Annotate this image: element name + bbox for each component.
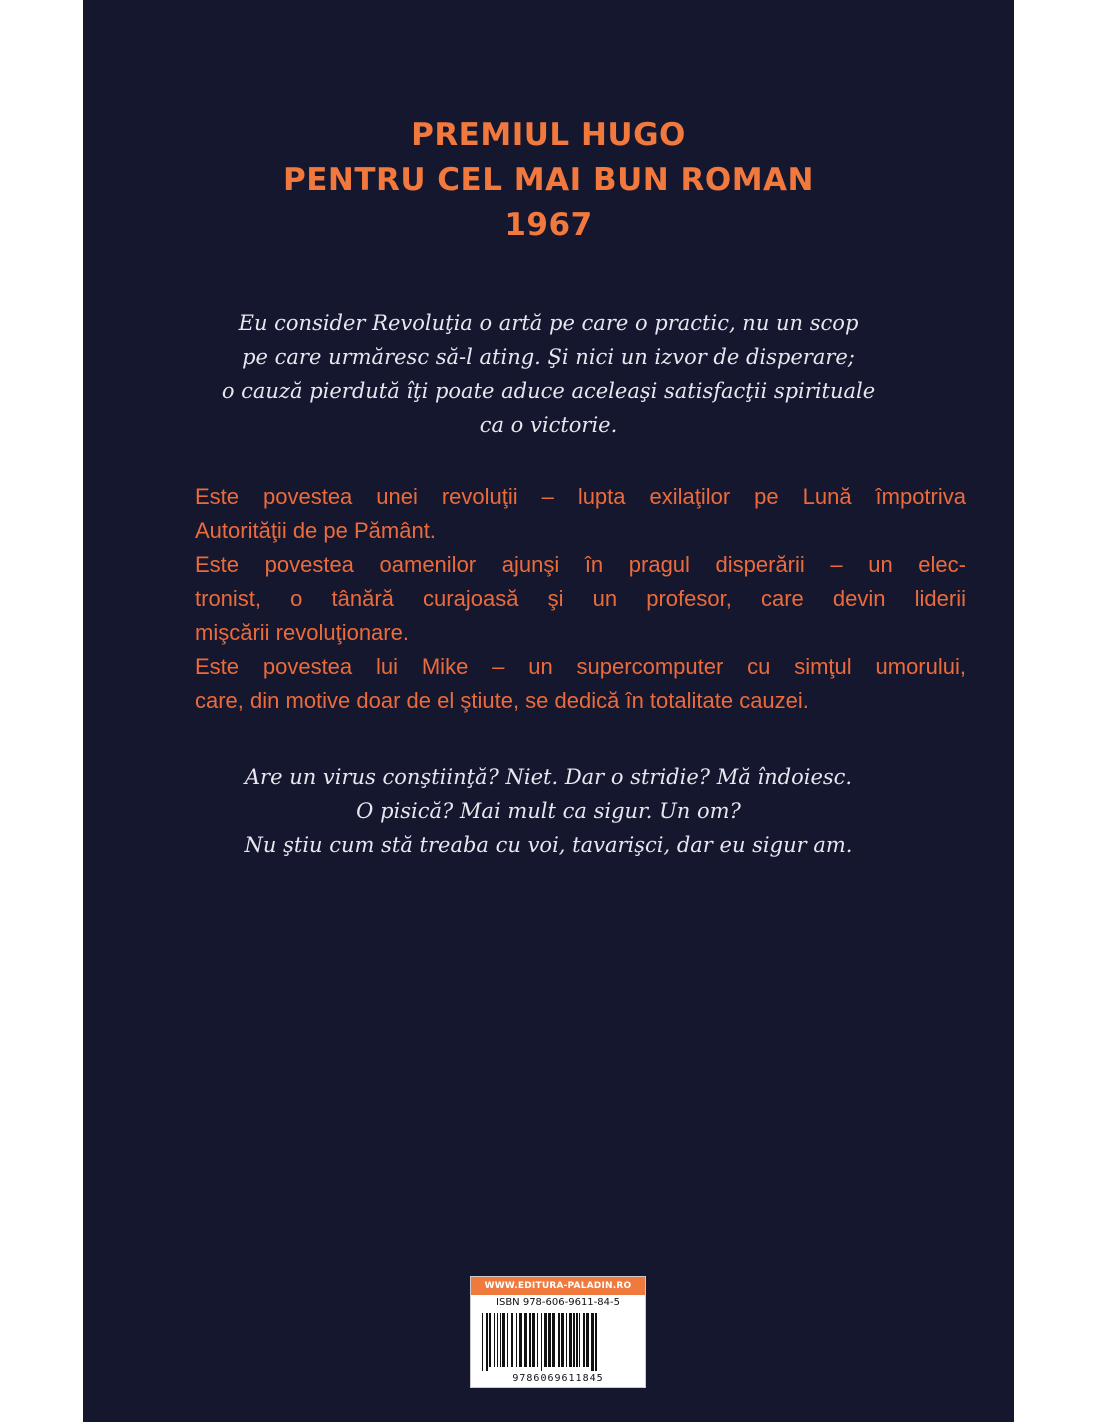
barcode-bar — [586, 1313, 589, 1367]
barcode-bar — [583, 1313, 585, 1367]
publisher-url: WWW.EDITURA-PALADIN.RO — [471, 1277, 645, 1295]
barcode-bar — [532, 1313, 535, 1367]
barcode-bar — [489, 1313, 491, 1367]
barcode-bar — [544, 1313, 547, 1367]
barcode-bar — [524, 1313, 527, 1367]
blurb-line: care, din motive doar de el ştiute, se dedică în totalitate cauzei. — [195, 688, 809, 713]
barcode-bar — [558, 1313, 560, 1367]
blurb-line: mişcării revoluţionare. — [195, 620, 409, 645]
barcode-bar — [494, 1313, 495, 1367]
barcode-bar — [482, 1313, 483, 1371]
barcode-bar — [529, 1313, 531, 1367]
barcode-bar — [502, 1313, 505, 1367]
barcode-label — [470, 1276, 646, 1388]
blurb-line: Este povestea oamenilor ajunşi în pragul disperării – un elec- — [195, 552, 966, 577]
barcode-bar — [576, 1313, 578, 1367]
isbn-text: ISBN 978-606-9611-84-5 — [496, 1297, 620, 1308]
quote-bottom-line: O pisică? Mai mult ca sigur. Un om? — [356, 799, 741, 823]
barcode-bar — [569, 1313, 572, 1367]
quote-top-line: ca o victorie. — [479, 413, 618, 437]
quote-top-line: pe care urmăresc să-l ating. Şi nici un izvor de disperare; — [242, 345, 855, 369]
quote-bottom-line: Nu ştiu cum stă treaba cu voi, tavarişci, dar eu sigur am. — [244, 833, 853, 857]
award-heading — [83, 113, 1014, 248]
barcode-bar — [500, 1313, 501, 1367]
barcode-bar — [548, 1313, 551, 1367]
blurb-line: Autorităţii de pe Pământ. — [195, 518, 436, 543]
barcode-bar — [541, 1313, 542, 1371]
blurb-line: tronist, o tânără curajoasă şi un profesor, care devin liderii — [195, 586, 966, 611]
award-line-2: PENTRU CEL MAI BUN ROMAN — [282, 162, 814, 198]
barcode-bar — [579, 1313, 580, 1367]
barcode-bar — [566, 1313, 567, 1367]
barcode-bar — [519, 1313, 522, 1367]
barcode-bar — [573, 1313, 575, 1367]
barcode-bar — [486, 1313, 488, 1371]
barcode-bar — [552, 1313, 555, 1367]
blurb-line: Este povestea lui Mike – un supercomputer cu simţul umorului, — [195, 654, 966, 679]
quote-bottom — [83, 760, 1014, 862]
barcode-bar — [507, 1313, 508, 1367]
barcode-bar — [591, 1313, 594, 1371]
quote-top — [83, 306, 1014, 442]
barcode-bar — [497, 1313, 498, 1367]
award-line-1: PREMIUL HUGO — [411, 117, 686, 153]
blurb-text — [195, 480, 966, 718]
quote-top-line: o cauză pierdută îţi poate aduce aceleaşi satisfacţii spirituale — [221, 379, 876, 403]
blurb-line: Este povestea unei revoluţii – lupta exilaţilor pe Lună împotriva — [195, 484, 966, 509]
barcode-bar — [537, 1313, 538, 1367]
quote-bottom-line: Are un virus conştiinţă? Niet. Dar o stridie? Mă îndoiesc. — [244, 765, 853, 789]
award-line-3: 1967 — [504, 207, 593, 243]
barcode-digits: 9786069611845 — [512, 1373, 604, 1384]
quote-top-line: Eu consider Revoluţia o artă pe care o practic, nu un scop — [238, 311, 859, 335]
barcode-bar — [561, 1313, 564, 1367]
barcode-image — [478, 1311, 638, 1373]
back-cover — [83, 0, 1014, 1422]
barcode-bar — [516, 1313, 517, 1367]
barcode-bar — [595, 1313, 597, 1371]
barcode-bar — [511, 1313, 513, 1367]
